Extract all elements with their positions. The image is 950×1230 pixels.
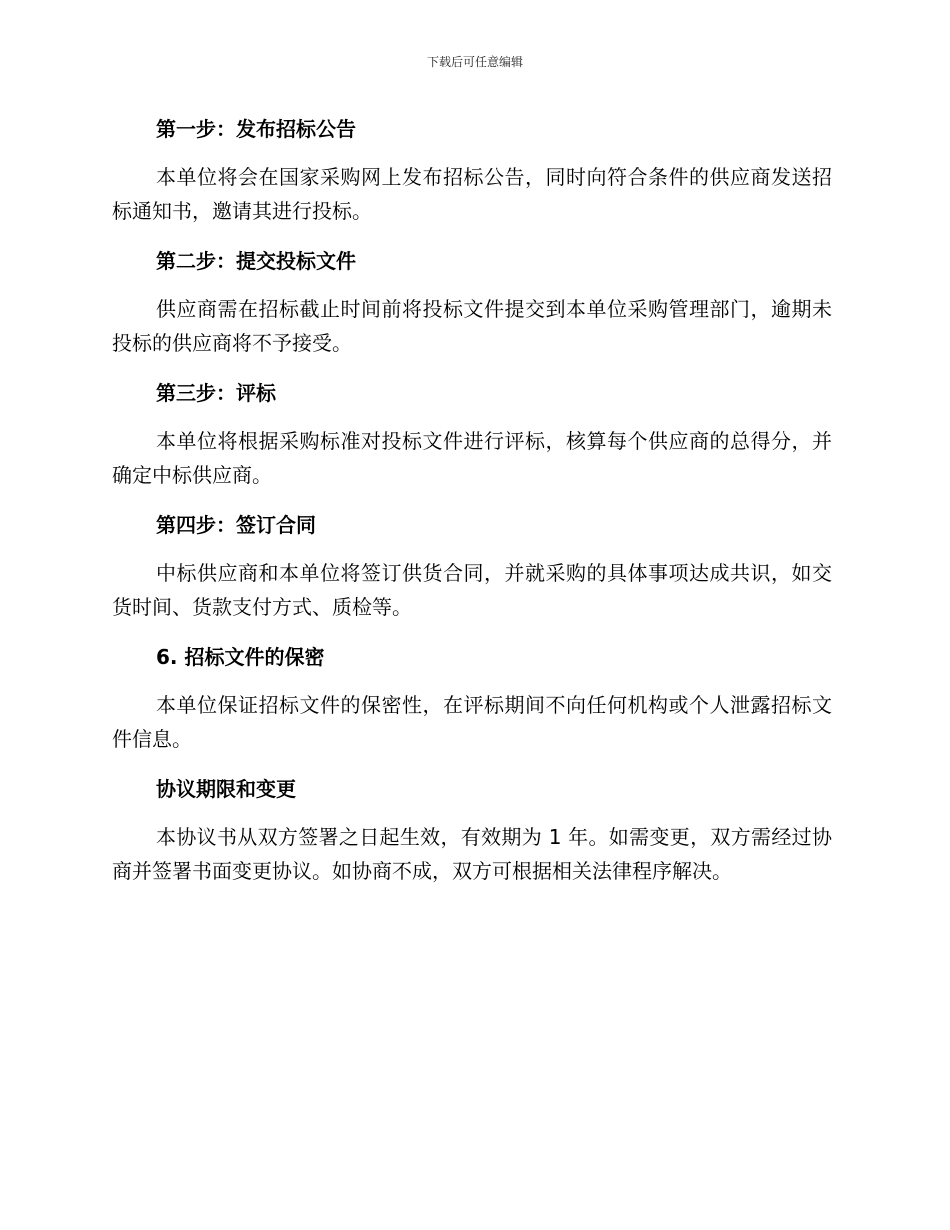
section-paragraph-step-2: 供应商需在招标截止时间前将投标文件提交到本单位采购管理部门，逾期未投标的供应商将不予接受。 [112, 297, 832, 355]
section-heading-step-2: 第二步：提交投标文件 [156, 249, 356, 273]
section-paragraph-term-and-changes: 本协议书从双方签署之日起生效，有效期为 1 年。如需变更，双方需经过协商并签署书面变更协议。如协商不成，双方可根据相关法律程序解决。 [112, 825, 832, 883]
section-heading-step-4: 第四步：签订合同 [156, 513, 316, 537]
document-body [112, 112, 832, 904]
section-paragraph-step-3: 本单位将根据采购标准对投标文件进行评标，核算每个供应商的总得分，并确定中标供应商。 [112, 429, 832, 487]
page-header-note: 下载后可任意编辑 [426, 55, 523, 69]
section-heading-step-3: 第三步：评标 [156, 381, 276, 405]
section-paragraph-step-4: 中标供应商和本单位将签订供货合同，并就采购的具体事项达成共识，如交货时间、货款支付方式、质检等。 [112, 561, 832, 619]
section-heading-confidentiality: 6. 招标文件的保密 [156, 645, 325, 669]
section-heading-step-1: 第一步：发布招标公告 [156, 117, 356, 141]
section-heading-term-and-changes: 协议期限和变更 [156, 777, 296, 801]
section-paragraph-confidentiality: 本单位保证招标文件的保密性，在评标期间不向任何机构或个人泄露招标文件信息。 [112, 693, 832, 751]
section-paragraph-step-1: 本单位将会在国家采购网上发布招标公告，同时向符合条件的供应商发送招标通知书，邀请其进行投标。 [112, 165, 832, 223]
